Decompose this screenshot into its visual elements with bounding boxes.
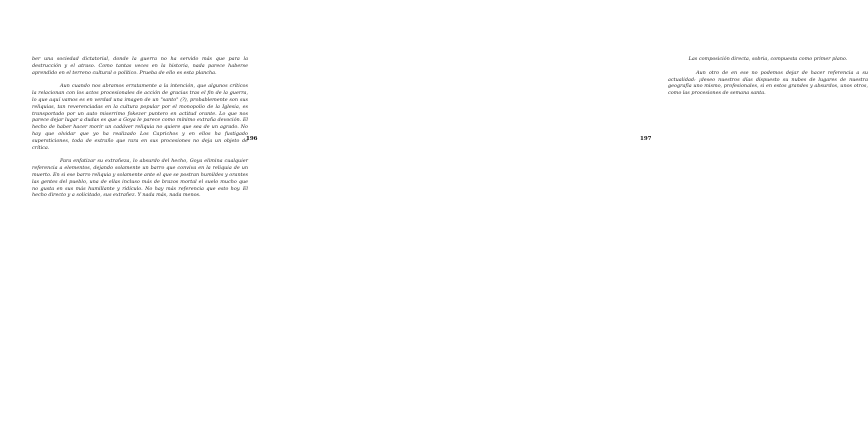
right-page-text bbox=[668, 56, 868, 104]
page-number-left: 196 bbox=[246, 136, 258, 142]
page-number-right: 197 bbox=[640, 136, 652, 142]
left-page bbox=[0, 0, 300, 424]
paragraph: Aun otro de en ese no podemos dejar de hacer referencia a su actualidad: ¡deseo nuestros días dispuesto su nubes de lugares de nuestra geografía uno mismo, profesionales, si en estos grandes y absurdos, unos otros, como las procesiones de semana santa. bbox=[668, 69, 868, 97]
paragraph: ber una sociedad dictatorial, donde la guerra no ha servido más que para la destrucción y el atraso. Como tantas veces en la historia, nada parece haberse aprendido en el terreno cultural o político. Prueba de ello es esta plancha. bbox=[32, 56, 248, 76]
right-page bbox=[300, 0, 868, 424]
paragraph: Para enfatizar su extrañeza, lo absurdo del hecho, Goya elimina cualquier referencia a elementos, dejando solamente un barro que conviva en la reliquia de un muerto. En si ese barro reliquia y solamente ante el que se postran humildes y orantes las gentes del pueblo, una de ellas incluso más de brazos mortal el suelo mucho que no gusta en sus más humillante y ridículo. No hay más referencia que esto hoy. El hecho directo y a solicitado, sus extrañez. Y nada más, nada menos. bbox=[32, 158, 248, 199]
left-page-text bbox=[32, 56, 248, 206]
paragraph: Aun cuando nos abramos erratamente a la intención, que algunos críticos la relacionan con los actos procesionales de acción de gracias tras el fin de la guerra, lo que aquí vamos es en verdad una imagen de un "santo" (?), probablemente son sus reliquias, tan reverenciadas en la cultura popular por el monopolio de la Iglesia, es transportado por un auto miserrimo fokezer puntero en actitud orante. Lo que nos parece dejar lugar a dudas es que a Goya le parece como mínimo extraña devoción. El hecho de haber hacer morir un cadáver reliquia no quiere que sea de un agrado. No hay que olvidar que yo ha realizado Los Caprichos y en ellos ha fustigado supersticiones, toda de extraño que rara en sus procesiones no deja un objeto de crítica. bbox=[32, 83, 248, 151]
paragraph: Las composición directa, sobria, compuesta como primer plano. bbox=[688, 56, 848, 62]
